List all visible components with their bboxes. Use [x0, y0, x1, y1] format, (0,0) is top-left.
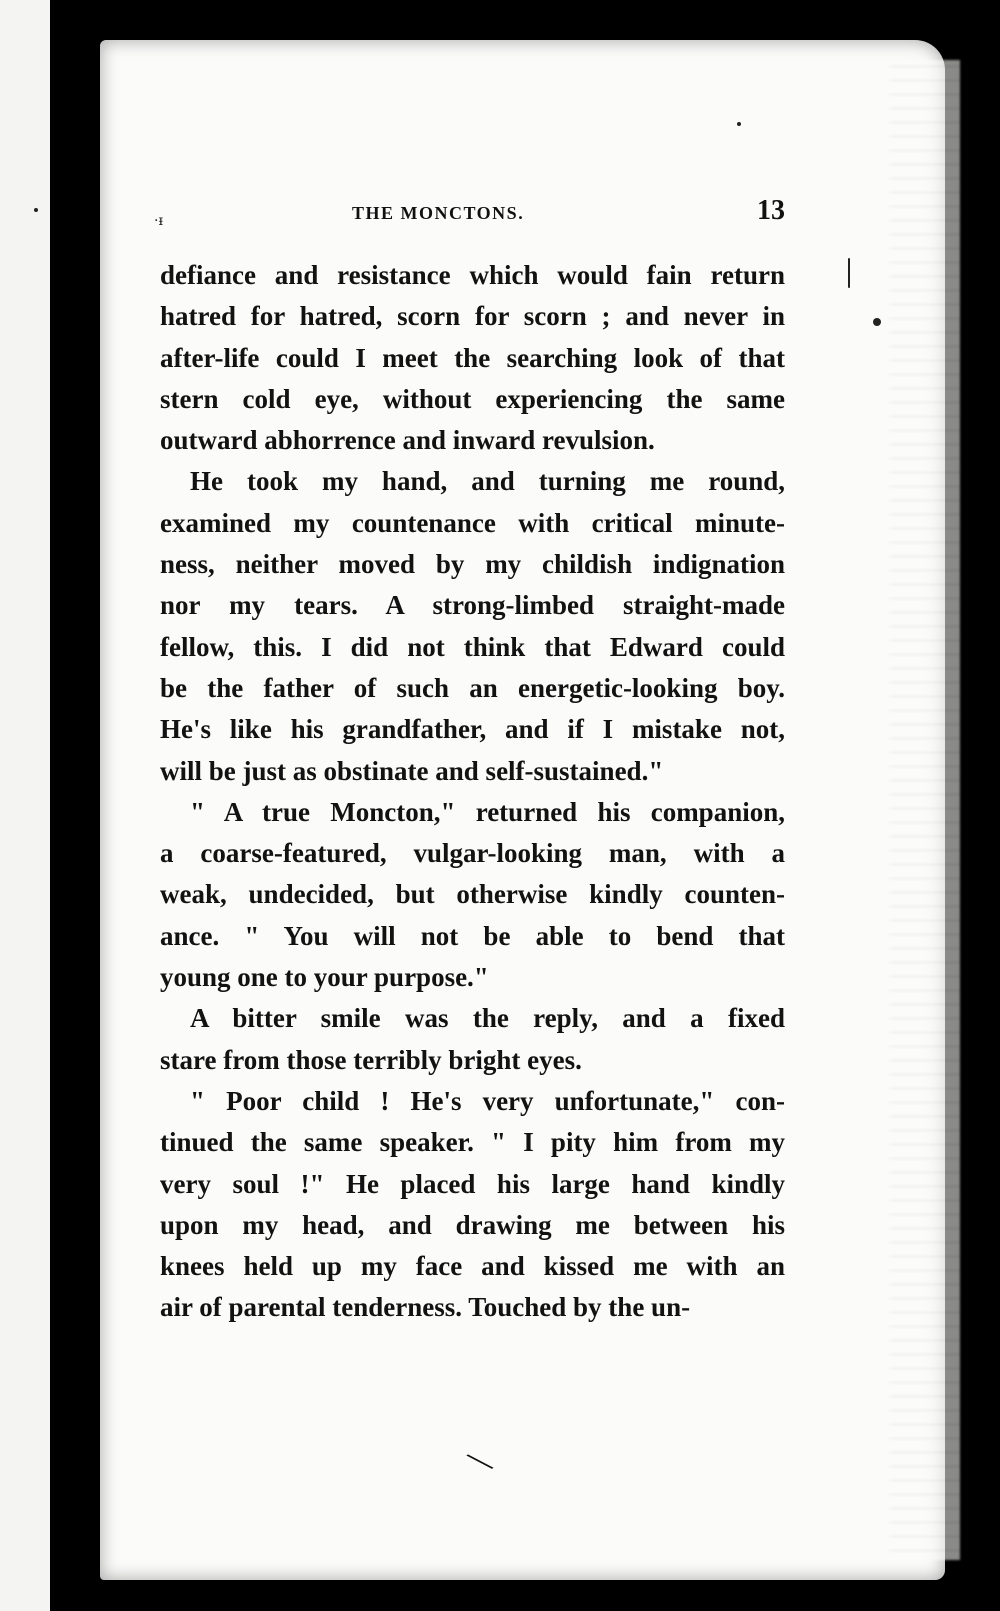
text-line: weak, undecided, but otherwise kindly counten-: [160, 879, 785, 910]
ink-speck: [34, 208, 38, 212]
text-line: knees held up my face and kissed me with an: [160, 1251, 785, 1282]
paragraph: [160, 461, 785, 791]
page-header: [154, 195, 785, 235]
page-number: 13: [757, 195, 785, 226]
paragraph: [160, 998, 785, 1081]
ink-speck: [737, 122, 741, 126]
ink-speck: [873, 318, 881, 326]
running-head: THE MONCTONS.: [352, 203, 525, 223]
text-line: He's like his grandfather, and if I mistake not,: [160, 714, 785, 745]
text-line: " Poor child ! He's very unfortunate," con-: [190, 1085, 785, 1116]
text-line: air of parental tenderness. Touched by the un-: [160, 1292, 691, 1323]
left-margin-strip: [0, 0, 50, 1611]
text-line: nor my tears. A strong-limbed straight-made: [160, 590, 785, 621]
text-line: ness, neither moved by my childish indignation: [160, 549, 785, 580]
page-edge-texture: [890, 60, 960, 1560]
paragraph: [160, 792, 785, 998]
text-line: a coarse-featured, vulgar-looking man, with a: [160, 838, 785, 869]
text-line: upon my head, and drawing me between his: [160, 1209, 785, 1240]
text-line: very soul !" He placed his large hand kindly: [160, 1168, 785, 1199]
header-speck-mark: ·ᵻ: [154, 213, 163, 229]
text-line: young one to your purpose.": [160, 962, 489, 993]
text-line: be the father of such an energetic-looking boy.: [160, 672, 785, 703]
text-line: hatred for hatred, scorn for scorn ; and never in: [160, 301, 785, 332]
text-line: fellow, this. I did not think that Edward could: [160, 631, 785, 662]
text-line: after-life could I meet the searching look of that: [160, 342, 785, 373]
text-line: outward abhorrence and inward revulsion.: [160, 425, 655, 456]
text-line: A bitter smile was the reply, and a fixed: [190, 1003, 785, 1034]
paragraph: [160, 255, 785, 461]
text-line: He took my hand, and turning me round,: [190, 466, 785, 497]
text-line: ance. " You will not be able to bend that: [160, 920, 785, 951]
text-line: " A true Moncton," returned his companion,: [190, 796, 785, 827]
body-text: [160, 255, 785, 1329]
text-line: stare from those terribly bright eyes.: [160, 1044, 582, 1075]
text-line: defiance and resistance which would fain return: [160, 260, 785, 290]
text-line: tinued the same speaker. " I pity him from my: [160, 1127, 785, 1158]
ink-mark: ╲: [468, 1448, 494, 1477]
text-line: stern cold eye, without experiencing the same: [160, 383, 785, 414]
paragraph: [160, 1081, 785, 1329]
ink-speck: [848, 258, 850, 288]
text-line: will be just as obstinate and self-sustained.": [160, 755, 664, 786]
text-line: examined my countenance with critical minute-: [160, 507, 785, 538]
